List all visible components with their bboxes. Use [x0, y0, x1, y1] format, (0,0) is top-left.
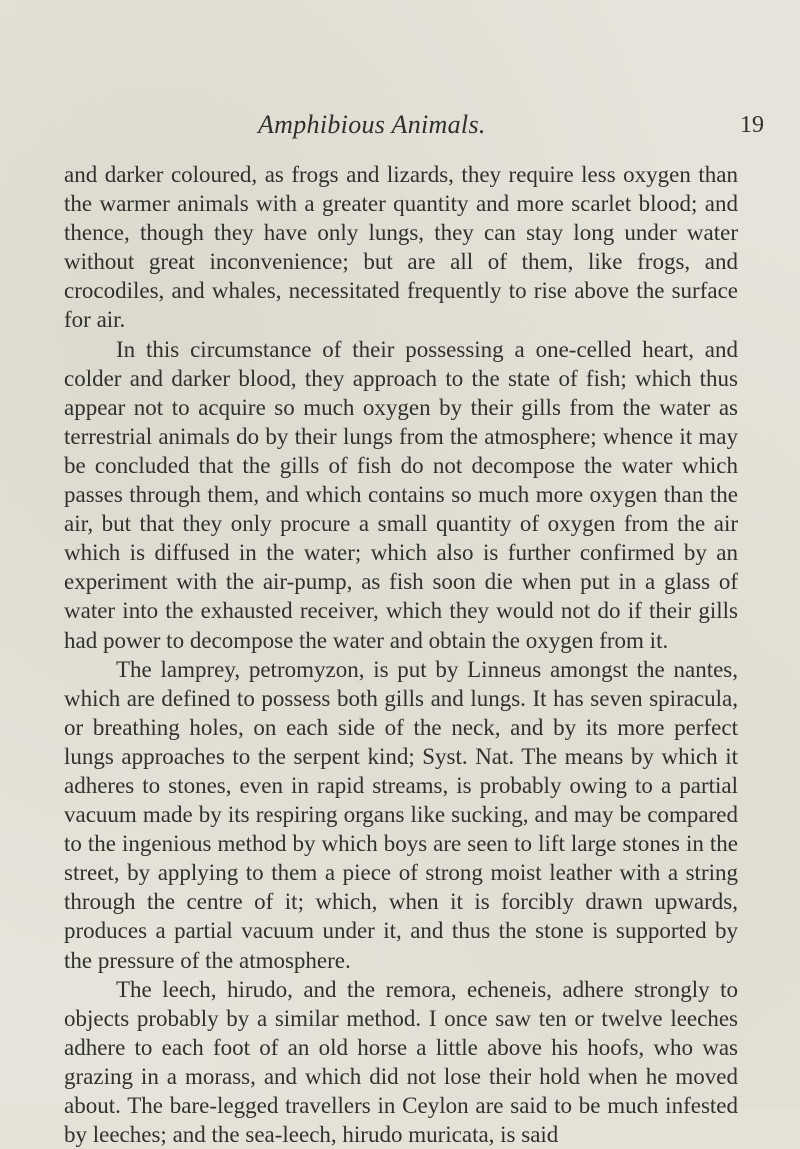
- paragraph: The lamprey, petromyzon, is put by Linneus amongst the nantes, which are defined to possess both gills and lungs. It has seven spiracula, or breathing holes, on each side of the neck, and by its more perfect lungs approaches to the serpent kind; Syst. Nat. The means by which it adheres to stones, even in rapid streams, is probably owing to a partial vacuum made by its respiring organs like sucking, and may be compared to the ingenious method by which boys are seen to lift large stones in the street, by applying to them a piece of strong moist leather with a string through the centre of it; which, when it is forcibly drawn upwards, produces a partial vacuum under it, and thus the stone is supported by the pressure of the atmosphere.: [64, 656, 738, 973]
- page-header: [0, 110, 800, 150]
- page-number: 19: [740, 112, 764, 138]
- paragraph: The leech, hirudo, and the remora, echeneis, adhere strongly to objects probably by a similar method. I once saw ten or twelve leeches adhere to each foot of an old horse a little above his hoofs, who was grazing in a morass, and which did not lose their hold when he moved about. The bare-legged travellers in Ceylon are said to be much infested by leeches; and the sea-leech, hirudo muricata, is said: [64, 976, 738, 1148]
- paragraph: In this circumstance of their possessing a one-celled heart, and colder and darker blood, they approach to the state of fish; which thus appear not to acquire so much oxygen by their gills from the water as terrestrial animals do by their lungs from the atmosphere; whence it may be concluded that the gills of fish do not decompose the water which passes through them, and which contains so much more oxygen than the air, but that they only procure a small quantity of oxygen from the air which is diffused in the water; which also is further confirmed by an experiment with the air-pump, as fish soon die when put in a glass of water into the exhausted receiver, which they would not do if their gills had power to decompose the water and obtain the oxygen from it.: [64, 336, 738, 653]
- paragraph: and darker coloured, as frogs and lizards, they require less oxygen than the warmer animals with a greater quantity and more scarlet blood; and thence, though they have only lungs, they can stay long under water without great inconvenience; but are all of them, like frogs, and crocodiles, and whales, necessitated frequently to rise above the surface for air.: [64, 162, 738, 333]
- body-text: [64, 160, 738, 1149]
- running-title: Amphibious Animals.: [258, 110, 486, 139]
